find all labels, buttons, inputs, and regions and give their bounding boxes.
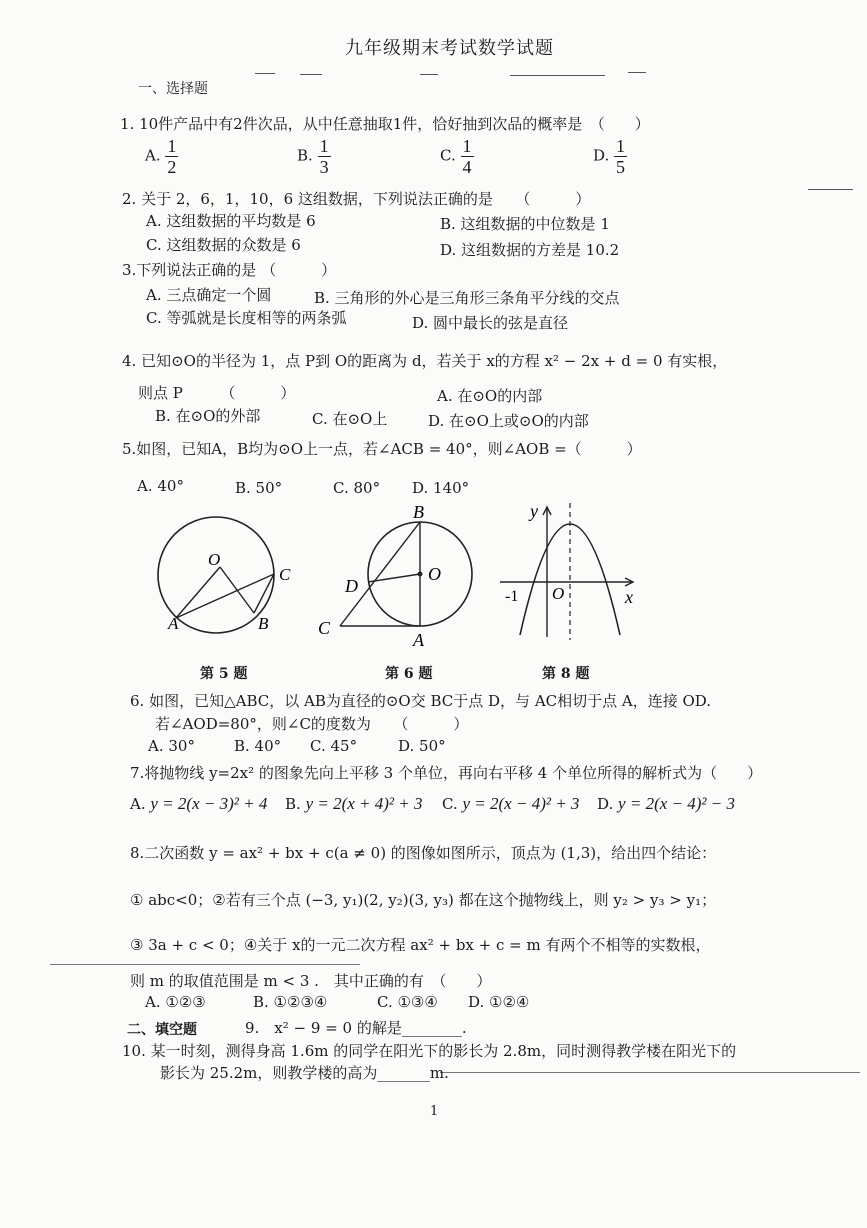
figure-q8 [495, 495, 645, 645]
q5-stem: 5.如图，已知A，B均为⊙O上一点，若∠ACB = 40°，则∠AOB =（ ） [122, 440, 642, 458]
q1-option-b: B. $\frac{1}{3}$ [297, 136, 329, 177]
q3-option-c: C. 等弧就是长度相等的两条弧 [146, 309, 347, 327]
q8-option-d: D. ①②④ [468, 993, 530, 1011]
q8-line3: 则 m 的取值范围是 m < 3 . 其中正确的有 （ ） [130, 972, 492, 990]
q2-stem: 2. 关于 2，6，1，10，6 这组数据，下列说法正确的是 （ ） [122, 190, 591, 208]
q4-stem: 4. 已知⊙O的半径为 1，点 P到 O的距离为 d，若关于 x的方程 x² − 2x + d = 0 有实根， [122, 352, 728, 370]
label-b: B [258, 614, 269, 633]
q3-option-d: D. 圆中最长的弦是直径 [412, 314, 569, 332]
scan-mark [628, 72, 646, 73]
segment-oa [176, 567, 220, 618]
q4-option-b: B. 在⊙O的外部 [155, 407, 261, 425]
q8-option-b: B. ①②③④ [253, 993, 328, 1011]
q7-option-b: B. y = 2(x + 4)² + 3 [285, 794, 423, 813]
segment-cb [340, 522, 420, 626]
q8-line2: ③ 3a + c < 0；④关于 x的一元二次方程 ax² + bx + c = m 有两个不相等的实数根， [130, 936, 711, 954]
label-b: B [413, 502, 424, 522]
q1-option-d: D. $\frac{1}{5}$ [593, 136, 626, 177]
scan-mark [440, 1072, 860, 1073]
label-origin: O [552, 584, 565, 603]
label-o: O [428, 564, 441, 584]
q4-line2: 则点 P （ ） [138, 384, 296, 402]
q6-stem: 6. 如图，已知△ABC，以 AB为直径的⊙O交 BC于点 D，与 AC相切于点 A，连接 OD. [130, 692, 712, 710]
label-y: y [530, 501, 538, 521]
section-choice: 一、选择题 [138, 81, 208, 97]
q6-option-d: D. 50° [398, 737, 446, 755]
segment-ac [176, 574, 274, 618]
label-a: A [413, 630, 424, 650]
q4-option-a: A. 在⊙O的内部 [437, 387, 543, 405]
q4-option-d: D. 在⊙O上或⊙O的内部 [428, 412, 589, 430]
q4-option-c: C. 在⊙O上 [312, 410, 388, 428]
scan-mark [300, 74, 322, 75]
scan-mark [510, 75, 605, 76]
q5-option-c: C. 80° [333, 479, 381, 497]
figure-q5 [150, 505, 310, 655]
scan-mark [808, 189, 853, 190]
q8-option-a: A. ①②③ [145, 993, 206, 1011]
label-neg1: -1 [505, 588, 519, 605]
q6-option-a: A. 30° [148, 737, 195, 755]
q7-option-a: A. y = 2(x − 3)² + 4 [130, 794, 268, 813]
q8-stem: 8.二次函数 y = ax² + bx + c(a ≠ 0) 的图像如图所示，顶点为 (1,3)，给出四个结论： [130, 844, 717, 862]
q3-option-b: B. 三角形的外心是三角形三条角平分线的交点 [314, 289, 620, 307]
q6-option-c: C. 45° [310, 737, 358, 755]
label-d: D [345, 576, 358, 596]
caption-q8: 第 8 题 [542, 666, 590, 682]
q1-stem: 1. 10件产品中有2件次品，从中任意抽取1件，恰好抽到次品的概率是 （ ） [120, 115, 650, 133]
q5-option-d: D. 140° [412, 479, 470, 497]
q6-option-b: B. 40° [234, 737, 282, 755]
scan-mark [255, 73, 275, 74]
label-a: A [168, 614, 179, 633]
q7-option-c: C. y = 2(x − 4)² + 3 [442, 794, 580, 813]
q7-stem: 7.将抛物线 y=2x² 的图象先向上平移 3 个单位，再向右平移 4 个单位所得的解析式为（ ） [130, 764, 763, 782]
q9-text: 9. x² − 9 = 0 的解是________. [245, 1019, 467, 1037]
section-fill-blank: 二、填空题 [127, 1022, 197, 1038]
scan-mark [50, 964, 360, 965]
page-number: 1 [430, 1104, 439, 1119]
scan-mark [420, 74, 438, 75]
label-x: x [625, 587, 633, 607]
center-dot [418, 572, 423, 577]
page-title: 九年级期末考试数学试题 [345, 38, 554, 59]
q10-line1: 10. 某一时刻，测得身高 1.6m 的同学在阳光下的影长为 2.8m，同时测得教学楼在阳光下的 [122, 1042, 737, 1060]
q6-line2: 若∠AOD=80°，则∠C的度数为 （ ） [155, 715, 469, 733]
q2-option-c: C. 这组数据的众数是 6 [146, 236, 301, 254]
q5-option-a: A. 40° [137, 477, 184, 495]
q5-option-b: B. 50° [235, 479, 283, 497]
q2-option-b: B. 这组数据的中位数是 1 [440, 215, 610, 233]
q8-option-c: C. ①③④ [377, 993, 438, 1011]
q8-line1: ① abc<0；②若有三个点 (−3, y₁)(2, y₂)(3, y₃) 都在这个抛物线上，则 y₂ > y₃ > y₁； [130, 891, 717, 909]
q7-option-d: D. y = 2(x − 4)² − 3 [597, 794, 735, 813]
label-c: C [318, 618, 331, 638]
figure-q6 [310, 500, 485, 655]
q1-option-a: A. $\frac{1}{2}$ [145, 136, 177, 177]
q2-option-d: D. 这组数据的方差是 10.2 [440, 241, 620, 259]
q10-line2: 影长为 25.2m，则教学楼的高为_______m. [160, 1064, 449, 1082]
caption-q5: 第 5 题 [200, 666, 248, 682]
q1-option-c: C. $\frac{1}{4}$ [440, 136, 472, 177]
caption-q6: 第 6 题 [385, 666, 433, 682]
segment-od [368, 574, 420, 582]
q2-option-a: A. 这组数据的平均数是 6 [146, 212, 316, 230]
q3-stem: 3.下列说法正确的是 （ ） [122, 261, 337, 279]
label-o: O [208, 550, 221, 569]
label-c: C [279, 565, 291, 584]
q3-option-a: A. 三点确定一个圆 [146, 286, 272, 304]
